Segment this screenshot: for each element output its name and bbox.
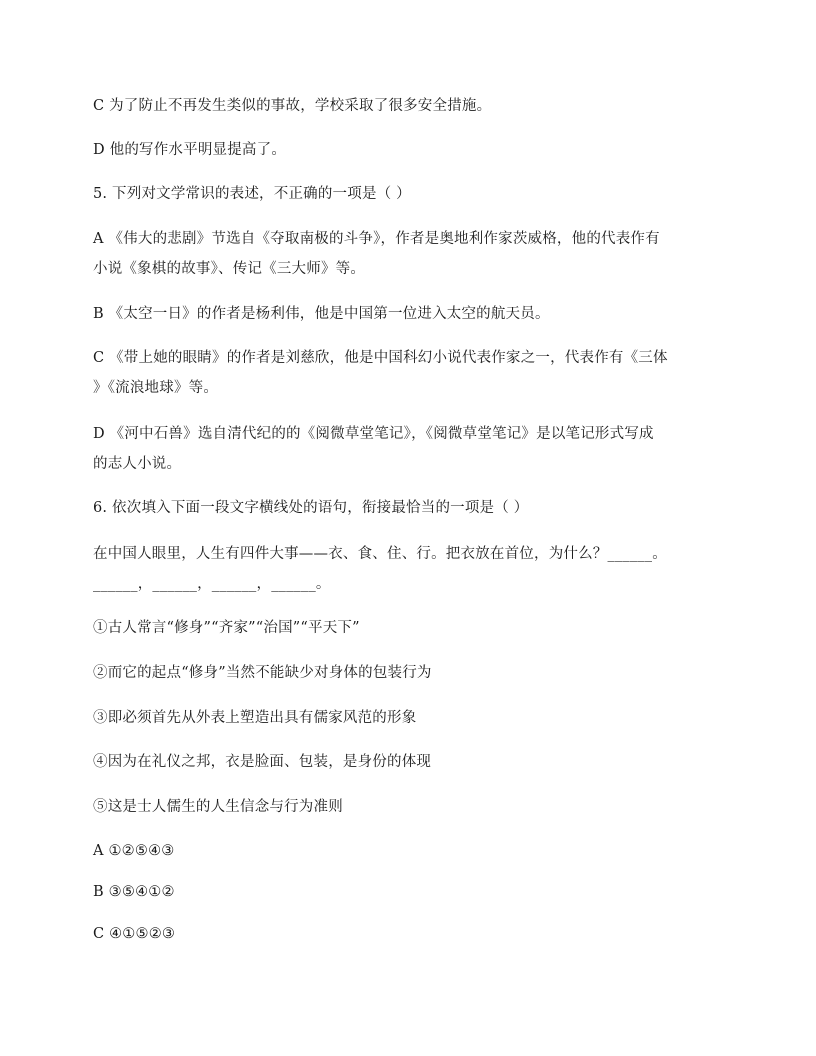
q6-option-b: B ③⑤④①②: [93, 884, 175, 900]
q4-option-c: C 为了防止不再发生类似的事故，学校采取了很多安全措施。: [93, 98, 492, 114]
q6-stem: 6. 依次填入下面一段文字横线处的语句，衔接最恰当的一项是（ ）: [93, 500, 529, 516]
q5-option-d-line2: 的志人小说。: [93, 456, 182, 472]
q6-sentence-3: ③即必须首先从外表上塑造出具有儒家风范的形象: [93, 710, 417, 726]
q6-passage-line2: ______，______，______，______。: [93, 576, 331, 592]
q5-option-c-line2: 》《流浪地球》等。: [93, 380, 219, 396]
q5-option-b: B 《太空一日》的作者是杨利伟，他是中国第一位进入太空的航天员。: [93, 306, 550, 322]
q6-option-c: C ④①⑤②③: [93, 926, 176, 942]
q6-sentence-5: ⑤这是士人儒生的人生信念与行为准则: [93, 799, 343, 815]
q5-stem: 5. 下列对文学常识的表述，不正确的一项是（ ）: [93, 186, 411, 202]
q5-option-c-line1: C 《带上她的眼睛》的作者是刘慈欣，他是中国科幻小说代表作家之一，代表作有《三体: [93, 350, 668, 366]
q5-option-a-line1: A 《伟大的悲剧》节选自《夺取南极的斗争》，作者是奥地利作家茨威格，他的代表作有: [93, 231, 660, 247]
q5-option-a-line2: 小说《象棋的故事》、传记《三大师》等。: [93, 261, 366, 277]
q6-passage-line1: 在中国人眼里，人生有四件大事——衣、食、住、行。把衣放在首位，为什么？______。: [93, 546, 667, 562]
q4-option-d: D 他的写作水平明显提高了。: [93, 142, 287, 158]
q6-sentence-4: ④因为在礼仪之邦，衣是脸面、包装，是身份的体现: [93, 754, 432, 770]
q5-option-d-line1: D 《河中石兽》选自清代纪的的《阅微草堂笔记》，《阅微草堂笔记》是以笔记形式写成: [93, 426, 654, 442]
q6-sentence-2: ②而它的起点“修身”当然不能缺少对身体的包装行为: [93, 665, 432, 681]
q6-sentence-1: ①古人常言“修身”“齐家”“治国”“平天下”: [93, 620, 360, 636]
q6-option-a: A ①②⑤④③: [93, 843, 175, 859]
